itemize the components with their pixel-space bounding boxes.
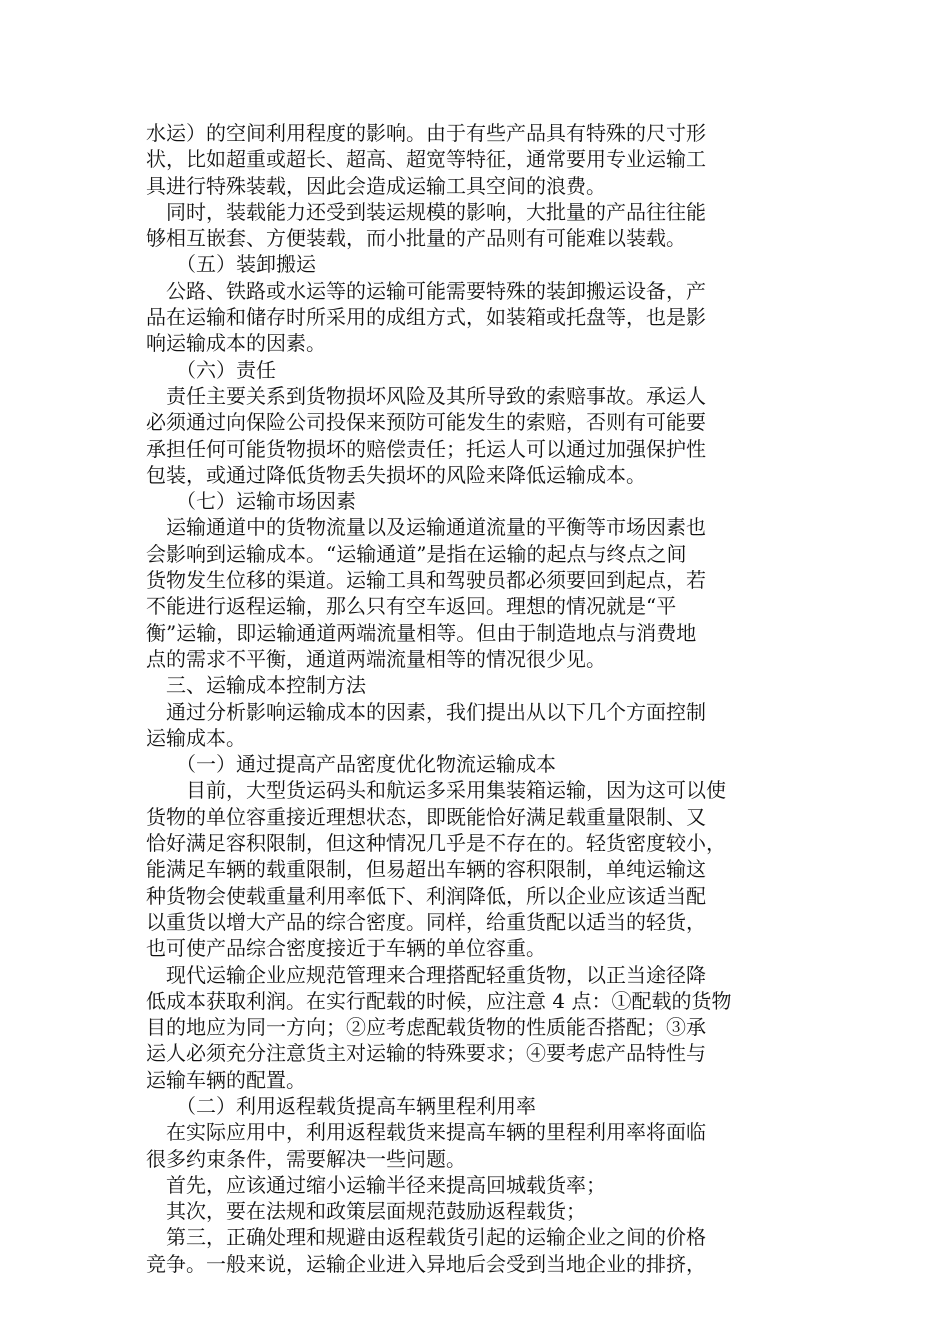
text-line: 通过分析影响运输成本的因素，我们提出从以下几个方面控制: [146, 699, 706, 724]
text-line: 运人必须充分注意货主对运输的特殊要求；④要考虑产品特性与: [146, 1041, 706, 1066]
text-line: 货物发生位移的渠道。运输工具和驾驶员都必须要回到起点，若: [146, 568, 706, 593]
text-line: 响运输成本的因素。: [146, 331, 326, 356]
text-line: 运输成本。: [146, 725, 246, 750]
text-line: 不能进行返程运输，那么只有空车返回。理想的情况就是“平: [146, 594, 677, 619]
text-line: 责任主要关系到货物损坏风险及其所导致的索赔事故。承运人: [146, 383, 706, 408]
text-line: 第三，正确处理和规避由返程载货引起的运输企业之间的价格: [146, 1225, 706, 1250]
text-line: 低成本获取利润。在实行配载的时候，应注意 4 点：①配载的货物: [146, 988, 732, 1013]
text-line: （七）运输市场因素: [146, 489, 356, 514]
text-line: 公路、铁路或水运等的运输可能需要特殊的装卸搬运设备，产: [146, 278, 706, 303]
text-line: 能满足车辆的载重限制，但易超出车辆的容积限制，单纯运输这: [146, 857, 706, 882]
text-line: 竞争。一般来说，运输企业进入异地后会受到当地企业的排挤，: [146, 1251, 706, 1276]
text-line: 恰好满足容积限制，但这种情况几乎是不存在的。轻货密度较小，: [146, 831, 726, 856]
text-line: 目前，大型货运码头和航运多采用集装箱运输，因为这可以使: [146, 778, 726, 803]
text-line: （五）装卸搬运: [146, 252, 316, 277]
text-line: 货物的单位容重接近理想状态，即既能恰好满足载重量限制、又: [146, 804, 706, 829]
text-line: 同时，装载能力还受到装运规模的影响，大批量的产品往往能: [146, 199, 706, 224]
text-line: 具进行特殊装载，因此会造成运输工具空间的浪费。: [146, 173, 606, 198]
text-line: 在实际应用中，利用返程载货来提高车辆的里程利用率将面临: [146, 1120, 706, 1145]
text-line: 衡”运输，即运输通道两端流量相等。但由于制造地点与消费地: [146, 620, 697, 645]
text-line: （二）利用返程载货提高车辆里程利用率: [146, 1093, 536, 1118]
text-line: 也可使产品综合密度接近于车辆的单位容重。: [146, 936, 546, 961]
text-line: 首先，应该通过缩小运输半径来提高回城载货率；: [146, 1172, 606, 1197]
text-line: 状，比如超重或超长、超高、超宽等特征，通常要用专业运输工: [146, 147, 706, 172]
text-line: 现代运输企业应规范管理来合理搭配轻重货物，以正当途径降: [146, 962, 706, 987]
text-line: 点的需求不平衡，通道两端流量相等的情况很少见。: [146, 646, 606, 671]
text-line: 承担任何可能货物损坏的赔偿责任；托运人可以通过加强保护性: [146, 436, 706, 461]
text-line: 水运）的空间利用程度的影响。由于有些产品具有特殊的尺寸形: [146, 121, 706, 145]
text-line: （六）责任: [146, 357, 276, 382]
text-line: 会影响到运输成本。“运输通道”是指在运输的起点与终点之间: [146, 541, 687, 566]
document-body: [146, 120, 776, 1277]
text-line: 够相互嵌套、方便装载，而小批量的产品则有可能难以装载。: [146, 226, 686, 251]
text-line: 运输车辆的配置。: [146, 1067, 306, 1092]
text-line: 种货物会使载重量利用率低下、利润降低，所以企业应该适当配: [146, 883, 706, 908]
text-line: 必须通过向保险公司投保来预防可能发生的索赔，否则有可能要: [146, 410, 706, 435]
text-line: 以重货以增大产品的综合密度。同样，给重货配以适当的轻货，: [146, 909, 706, 934]
text-line: 运输通道中的货物流量以及运输通道流量的平衡等市场因素也: [146, 515, 706, 540]
text-line: 三、运输成本控制方法: [146, 673, 366, 698]
text-line: 目的地应为同一方向；②应考虑配载货物的性质能否搭配；③承: [146, 1015, 706, 1040]
text-line: 品在运输和储存时所采用的成组方式，如装箱或托盘等，也是影: [146, 305, 706, 330]
text-line: （一）通过提高产品密度优化物流运输成本: [146, 752, 556, 777]
text-line: 很多约束条件，需要解决一些问题。: [146, 1146, 466, 1171]
text-line: 其次，要在法规和政策层面规范鼓励返程载货；: [146, 1199, 586, 1224]
text-line: 包装，或通过降低货物丢失损坏的风险来降低运输成本。: [146, 462, 646, 487]
